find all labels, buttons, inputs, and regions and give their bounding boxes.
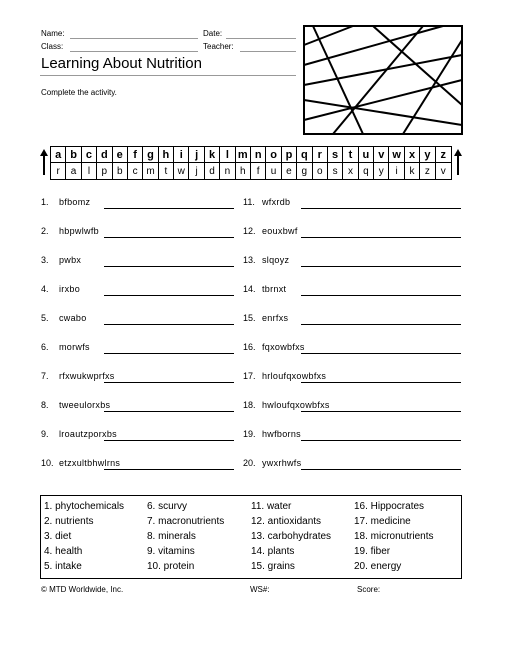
puzzle-number: 11.	[243, 197, 255, 207]
cipher-code-letter: e	[282, 163, 297, 179]
puzzle-row	[41, 313, 261, 327]
arrow-up-icon-right	[453, 148, 463, 176]
puzzle-number: 6.	[41, 342, 49, 352]
teacher-line[interactable]	[240, 51, 296, 52]
word-bank-item: 5. intake	[44, 561, 82, 572]
cipher-code-letter: n	[220, 163, 235, 179]
cipher-code-letter: h	[236, 163, 251, 179]
puzzle-row	[41, 458, 261, 472]
puzzle-number: 3.	[41, 255, 49, 265]
scrambled-word: hrloufqxowbfxs	[262, 371, 327, 381]
date-line[interactable]	[226, 38, 296, 39]
word-bank-item: 17. medicine	[354, 516, 411, 527]
puzzle-row	[243, 197, 463, 211]
cipher-code-letter: k	[405, 163, 420, 179]
word-bank-item: 9. vitamins	[147, 546, 195, 557]
puzzle-number: 13.	[243, 255, 256, 265]
cipher-plain-letter: v	[374, 147, 389, 163]
instructions: Complete the activity.	[41, 88, 117, 97]
answer-line[interactable]	[104, 208, 234, 209]
cipher-plain-letter: z	[436, 147, 451, 163]
cipher-code-letter: v	[440, 165, 446, 177]
answer-line[interactable]	[301, 440, 461, 441]
answer-line[interactable]	[301, 266, 461, 267]
cipher-plain-letter: b	[66, 147, 81, 163]
answer-line[interactable]	[104, 411, 234, 412]
puzzle-number: 17.	[243, 371, 256, 381]
answer-line[interactable]	[301, 382, 461, 383]
puzzle-row	[243, 342, 463, 356]
word-bank-item: 11. water	[251, 501, 292, 512]
word-bank-item: 4. health	[44, 546, 83, 557]
word-bank-item: 10. protein	[147, 561, 195, 572]
cipher-plain-letter: c	[82, 147, 97, 163]
scrambled-word: wfxrdb	[262, 197, 291, 207]
puzzle-number: 7.	[41, 371, 49, 381]
answer-line[interactable]	[301, 353, 461, 354]
cipher-code-letter: u	[266, 163, 281, 179]
cipher-plain-letter: u	[359, 147, 374, 163]
puzzle-row	[243, 458, 463, 472]
cipher-plain-letter: g	[143, 147, 158, 163]
cipher-code-letter: y	[374, 163, 389, 179]
cipher-plain-letter: w	[389, 147, 404, 163]
cipher-plain-letter: y	[420, 147, 435, 163]
answer-line[interactable]	[301, 295, 461, 296]
cipher-plain-letter: s	[328, 147, 343, 163]
scrambled-word: morwfs	[59, 342, 90, 352]
answer-line[interactable]	[104, 266, 234, 267]
puzzle-number: 9.	[41, 429, 49, 439]
scrambled-word: slqoyz	[262, 255, 290, 265]
cipher-code-letter: s	[328, 163, 343, 179]
word-bank-item: 18. micronutrients	[354, 531, 434, 542]
cipher-code-letter: z	[420, 163, 435, 179]
puzzle-number: 19.	[243, 429, 256, 439]
puzzle-number: 12.	[243, 226, 256, 236]
cipher-plain-letter: x	[405, 147, 420, 163]
class-label: Class:	[41, 42, 64, 51]
cipher-plain-letter: h	[159, 147, 174, 163]
scrambled-word: rfxwukwprfxs	[59, 371, 115, 381]
puzzle-number: 4.	[41, 284, 49, 294]
puzzle-row	[41, 400, 261, 414]
puzzle-number: 5.	[41, 313, 49, 323]
puzzle-row	[41, 197, 261, 211]
cipher-plain-letter: l	[220, 147, 235, 163]
answer-line[interactable]	[104, 324, 234, 325]
word-bank-item: 15. grains	[251, 561, 295, 572]
puzzle-number: 18.	[243, 400, 256, 410]
scrambled-word: bfbomz	[59, 197, 91, 207]
word-bank-item: 12. antioxidants	[251, 516, 322, 527]
cipher-code-letter: d	[205, 163, 220, 179]
cipher-code-letter: b	[113, 163, 128, 179]
cipher-plain-letter: o	[266, 147, 281, 163]
teacher-label: Teacher:	[203, 42, 234, 51]
cipher-plain-letter: k	[205, 147, 220, 163]
cipher-plain-letter: e	[113, 147, 128, 163]
scrambled-word: cwabo	[59, 313, 87, 323]
scrambled-word: eouxbwf	[262, 226, 298, 236]
puzzle-number: 20.	[243, 458, 256, 468]
word-bank-item: 16. Hippocrates	[354, 501, 425, 512]
puzzle-row	[41, 226, 261, 240]
scrambled-word: fqxowbfxs	[262, 342, 305, 352]
scrambled-word: tbrnxt	[262, 284, 287, 294]
answer-line[interactable]	[301, 411, 461, 412]
score-label: Score:	[357, 585, 381, 594]
word-bank-item: 19. fiber	[354, 546, 391, 557]
cipher-table	[50, 146, 452, 180]
copyright: © MTD Worldwide, Inc.	[41, 585, 124, 594]
cipher-plain-letter: i	[174, 147, 189, 163]
cipher-plain-letter: a	[51, 147, 66, 163]
cipher-plain-letter: q	[297, 147, 312, 163]
word-bank-item: 14. plants	[251, 546, 295, 557]
cipher-code-letter: g	[297, 163, 312, 179]
cipher-code-letter: r	[51, 163, 66, 179]
answer-line[interactable]	[104, 237, 234, 238]
cipher-code-letter: x	[343, 163, 358, 179]
scrambled-word: enrfxs	[262, 313, 289, 323]
answer-line[interactable]	[301, 208, 461, 209]
scrambled-word: etzxultbhwlrns	[59, 458, 121, 468]
decorative-lines-image	[303, 25, 463, 135]
cipher-plain-letter: m	[236, 147, 251, 163]
scrambled-word: irxbo	[59, 284, 81, 294]
word-bank-item: 3. diet	[44, 531, 72, 542]
word-bank-item: 1. phytochemicals	[44, 501, 125, 512]
ws-label: WS#:	[250, 585, 270, 594]
cipher-code-letter: c	[128, 163, 143, 179]
word-bank-item: 8. minerals	[147, 531, 196, 542]
cipher-code-letter: i	[389, 163, 404, 179]
puzzle-row	[41, 284, 261, 298]
scrambled-word: hwfborns	[262, 429, 301, 439]
puzzle-number: 16.	[243, 342, 256, 352]
cipher-code-letter: j	[189, 163, 204, 179]
scrambled-word: ywxrhwfs	[262, 458, 302, 468]
puzzle-row	[243, 255, 463, 269]
answer-line[interactable]	[301, 469, 461, 470]
puzzle-row	[41, 342, 261, 356]
word-bank-item: 13. carbohydrates	[251, 531, 332, 542]
answer-line[interactable]	[104, 440, 234, 441]
cipher-code-letter: m	[143, 163, 158, 179]
name-label: Name:	[41, 29, 65, 38]
cipher-plain-letter: p	[282, 147, 297, 163]
puzzle-row	[243, 313, 463, 327]
cipher-plain-letter: t	[343, 147, 358, 163]
puzzle-row	[243, 371, 463, 385]
puzzle-row	[243, 429, 463, 443]
word-bank-item: 7. macronutrients	[147, 516, 225, 527]
cipher-code-letter: a	[66, 163, 81, 179]
puzzle-number: 8.	[41, 400, 49, 410]
cipher-code-letter: t	[159, 163, 174, 179]
answer-line[interactable]	[104, 353, 234, 354]
answer-line[interactable]	[104, 469, 234, 470]
class-line[interactable]	[70, 51, 198, 52]
cipher-code-letter: l	[82, 163, 97, 179]
puzzle-row	[41, 371, 261, 385]
puzzle-number: 15.	[243, 313, 256, 323]
answer-line[interactable]	[301, 324, 461, 325]
cipher-code-letter: p	[97, 163, 112, 179]
cipher-code-letter: o	[313, 163, 328, 179]
answer-line[interactable]	[301, 237, 461, 238]
scrambled-word: hbpwlwfb	[59, 226, 99, 236]
scrambled-word: hwloufqxowbfxs	[262, 400, 330, 410]
title-underline	[40, 75, 296, 76]
cipher-plain-letter: j	[189, 147, 204, 163]
scrambled-word: pwbx	[59, 255, 82, 265]
arrow-up-icon-left	[39, 148, 49, 176]
puzzle-number: 1.	[41, 197, 49, 207]
puzzle-row	[243, 400, 463, 414]
puzzle-number: 10.	[41, 458, 54, 468]
date-label: Date:	[203, 29, 223, 38]
word-bank-item: 6. scurvy	[147, 501, 188, 512]
scrambled-word: tweeulorxbs	[59, 400, 111, 410]
cipher-plain-letter: n	[251, 147, 266, 163]
puzzle-row	[41, 429, 261, 443]
puzzle-number: 14.	[243, 284, 256, 294]
answer-line[interactable]	[104, 382, 234, 383]
cipher-plain-letter: r	[313, 147, 328, 163]
cipher-code-letter: q	[359, 163, 374, 179]
puzzle-row	[243, 284, 463, 298]
scrambled-word: lroautzporxbs	[59, 429, 117, 439]
cipher-plain-letter: f	[128, 147, 143, 163]
puzzle-row	[41, 255, 261, 269]
word-bank	[40, 495, 462, 579]
puzzle-row	[243, 226, 463, 240]
name-line[interactable]	[70, 38, 198, 39]
word-bank-item: 20. energy	[354, 561, 402, 572]
answer-line[interactable]	[104, 295, 234, 296]
page-title: Learning About Nutrition	[41, 55, 202, 72]
cipher-code-letter: w	[174, 163, 189, 179]
word-bank-item: 2. nutrients	[44, 516, 94, 527]
cipher-code-letter: f	[251, 163, 266, 179]
cipher-plain-letter: d	[97, 147, 112, 163]
puzzle-number: 2.	[41, 226, 49, 236]
